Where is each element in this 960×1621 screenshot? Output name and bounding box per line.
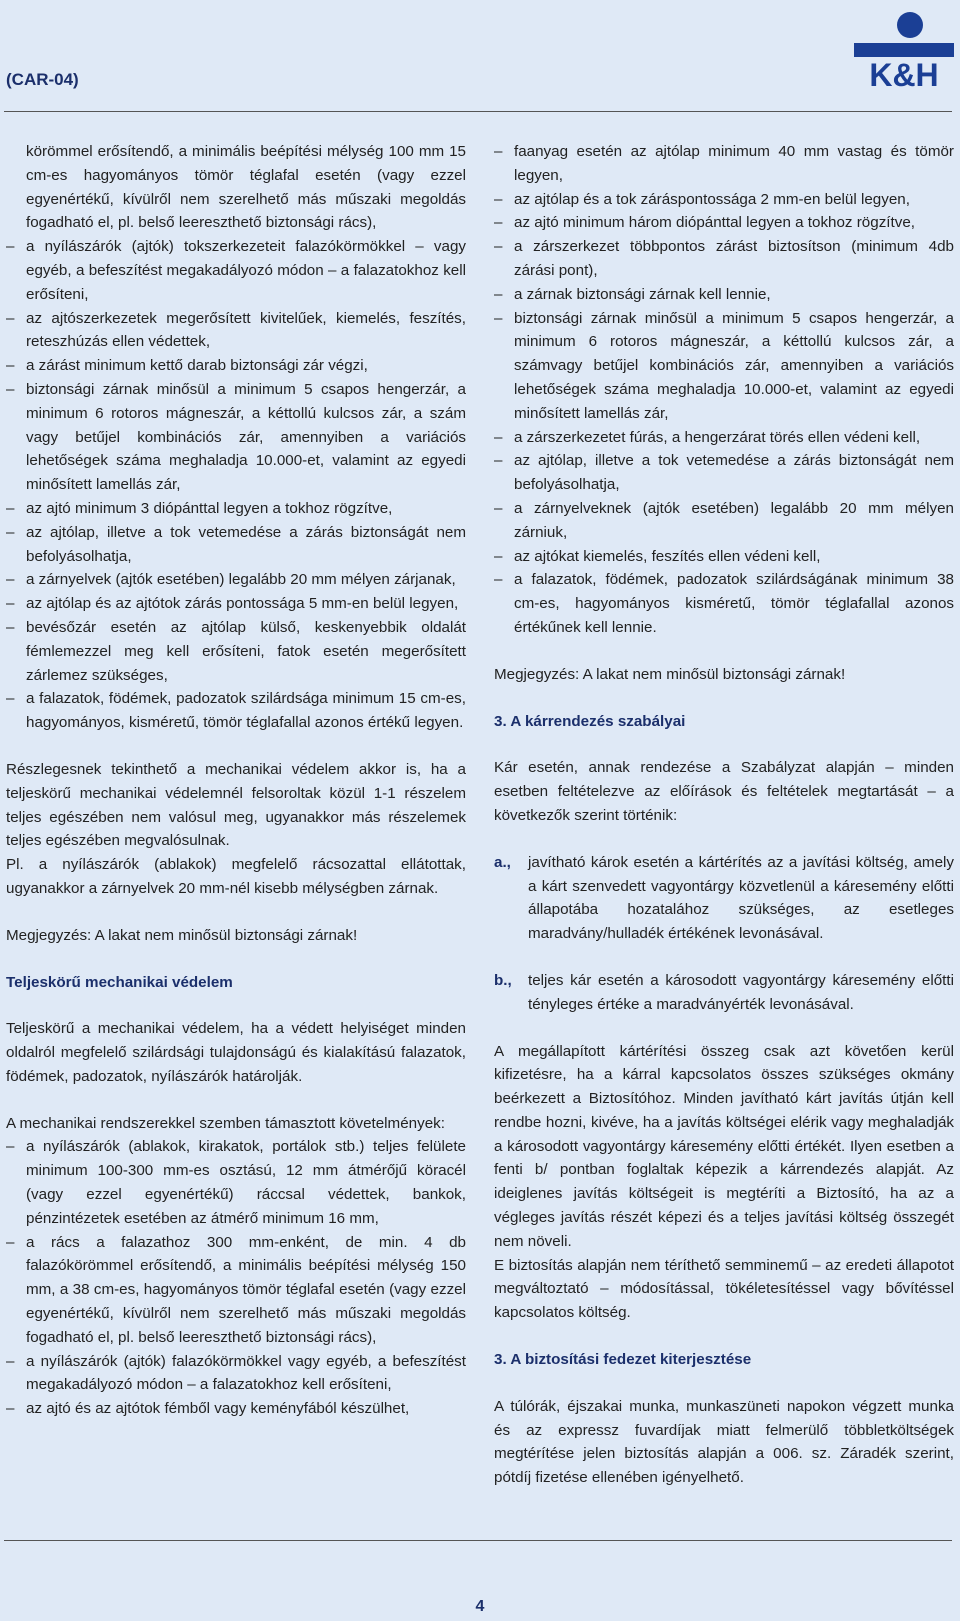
footer-divider — [4, 1540, 952, 1541]
list-item: – a zárnyelveknek (ajtók esetében) legalább 20 mm mélyen zárniuk, — [494, 497, 954, 545]
list-item: – a nyílászárók (ajtók) tokszerkezeteit falazókörmökkel – vagy egyéb, a befeszítést megakadályozó módon – a falazatokhoz kell erősíteni, — [6, 235, 466, 306]
compensation-paragraph: A megállapított kártérítési összeg csak azt követően kerül kifizetésre, ha a kárral kapcsolatos összes szükséges okmány beérkezett a Biztosítóhoz. Minden javítható kárt javítás útján kell rendbe hozni, kivéve, ha a javítás költségei elérik vagy meghaladják a károsodott vagyontárgy káresemény előtti értékét. Ilyen esetben a fenti b/ pontban foglaltak képezik a kárrendezés alapját. Az ideiglenes javítás költségeit is megtéríti a Biztosító, ha az a végleges javítás részét képezi és a teljes javítási költség összegét nem növeli. — [494, 1042, 954, 1250]
item-b-marker: b., — [494, 971, 512, 989]
list-item: – az ajtószerkezetek megerősített kivitelűek, kiemelés, feszítés, reteszhúzás ellen védettek, — [6, 307, 466, 355]
right-column — [494, 140, 954, 1490]
list-item: – az ajtókat kiemelés, feszítés ellen védeni kell, — [494, 545, 954, 569]
item-a-text: javítható károk esetén a kártérítés az a javítási költség, amely a kárt szenvedett vagyontárgy közvetlenül a káresemény előtti állapotába hozatalához szükséges, az esetleges maradvány/hulladék értékének levonásával. — [528, 853, 954, 943]
list-item: – a nyílászárók (ablakok, kirakatok, portálok stb.) teljes felülete minimum 100-300 mm-es osztású, 12 mm átmérőjű köracél (vagy ezzel egyenértékű) ráccsal védettek, bankok, pénzintézetek esetében az átmérő minimum 16 mm, — [6, 1135, 466, 1230]
window-door-requirements-list — [6, 235, 466, 735]
brand-wordmark: K&H — [869, 57, 939, 90]
padlock-note: Megjegyzés: A lakat nem minősül biztonsági zárnak! — [6, 926, 358, 944]
claims-settlement-heading: 3. A kárrendezés szabályai — [494, 712, 686, 730]
item-b-text: teljes kár esetén a károsodott vagyontárgy káresemény előtti tényleges értéke a maradványérték levonásával. — [528, 971, 954, 1013]
list-item: – az ajtólap, illetve a tok vetemedése a zárás biztonságát nem befolyásolhatja, — [6, 521, 466, 569]
list-item: – az ajtó minimum 3 diópánttal legyen a tokhoz rögzítve, — [6, 497, 466, 521]
list-item: – a zárszerkezet többpontos zárást biztosítson (minimum 4db zárási pont), — [494, 235, 954, 283]
list-item: – az ajtólap és a tok záráspontossága 2 mm-en belül legyen, — [494, 188, 954, 212]
full-protection-paragraph: Teljeskörű a mechanikai védelem, ha a védett helyiséget minden oldalról megfelelő szilárdsági tulajdonságú és kialakítású falazatok, födémek, padozatok, nyílászárók határolják. — [6, 1020, 466, 1085]
requirements-intro: A mechanikai rendszerekkel szemben támasztott követelmények: — [6, 1114, 445, 1132]
list-item: – bevésőzár esetén az ajtólap külső, keskenyebbik oldalát fémlemezzel meg kell erősíteni, fatok esetén megerősített zárlemez szükséges, — [6, 616, 466, 687]
claims-settlement-intro: Kár esetén, annak rendezése a Szabályzat alapján – minden esetben feltételezve az előírások és feltételek megtartását – a következők szerint történik: — [494, 759, 954, 824]
list-item: – biztonsági zárnak minősül a minimum 5 csapos hengerzár, a minimum 6 rotoros mágneszár, a kéttollú kulcsos zár, a szám vagy betűjel kombinációs zár, amennyiben a variációs lehetőségek száma meghaladja 10.000-et, valamint az egyedi minősített lamellás zár, — [6, 378, 466, 497]
partial-protection-example: Pl. a nyílászárók (ablakok) megfelelő rácsozattal ellátottak, ugyanakkor a zárnyelvek 20 mm-nél kisebb mélységben zárnak. — [6, 856, 466, 897]
list-item: – a nyílászárók (ajtók) falazókörmökkel vagy egyéb, a befeszítést megakadályozó módon – a falazatokhoz kell erősíteni, — [6, 1350, 466, 1398]
header-divider — [4, 111, 952, 112]
settlement-item-b — [494, 969, 954, 1017]
continuation-paragraph: körömmel erősítendő, a minimális beépítési mélység 100 mm 15 cm-es hagyományos tömör téglafal esetén (vagy ezzel egyenértékű, kívülről nem szerelhető más műszaki megoldás fogadható el, pl. belső leereszthető biztonsági rács), — [26, 143, 466, 232]
full-protection-heading: Teljeskörű mechanikai védelem — [6, 973, 233, 991]
list-item: – a zárást minimum kettő darab biztonsági zár végzi, — [6, 354, 466, 378]
page-number: 4 — [475, 1598, 485, 1615]
list-item: – faanyag esetén az ajtólap minimum 40 mm vastag és tömör legyen, — [494, 140, 954, 188]
mechanical-requirements-list — [6, 1135, 466, 1421]
item-a-marker: a., — [494, 853, 511, 871]
list-item: – az ajtólap és az ajtótok zárás pontossága 5 mm-en belül legyen, — [6, 592, 466, 616]
list-item: – az ajtólap, illetve a tok vetemedése a zárás biztonságát nem befolyásolhatja, — [494, 449, 954, 497]
document-code: (CAR-04) — [6, 70, 79, 89]
kh-logo — [852, 6, 956, 90]
partial-protection-paragraph: Részlegesnek tekinthető a mechanikai védelem akkor is, ha a teljeskörű mechanikai védelemnél felsoroltak közül 1-1 részelem teljes egészében nem valósul meg, ugyanakkor más részelemek teljes egészében megvalósulnak. — [6, 760, 466, 850]
left-column — [6, 140, 466, 1421]
list-item: – az ajtó és az ajtótok fémből vagy keményfából készülhet, — [6, 1397, 466, 1421]
list-item: – biztonsági zárnak minősül a minimum 5 csapos hengerzár, a minimum 6 rotoros mágneszár, a kéttollú kulcsos zár, a számvagy betűjel kombinációs zár, amennyiben a variációs lehetőségek száma meghaladja 10.000-et, valamint az egyedi minősített lamellás zár, — [494, 307, 954, 426]
list-item: – a rács a falazathoz 300 mm-enként, de min. 4 db falazókörömmel erősítendő, a minimális beépítési mélység 150 mm, a 38 cm-es, hagyományos tömör téglafal esetén (vagy ezzel egyenértékű, kívülről nem szerelhető más műszaki megoldás fogadható el, pl. belső leereszthető biztonsági rács), — [6, 1231, 466, 1350]
coverage-extension-heading: 3. A biztosítási fedezet kiterjesztése — [494, 1351, 752, 1369]
list-item: – a falazatok, födémek, padozatok szilárdsága minimum 15 cm-es, hagyományos, kisméretű, tömör téglafallal azonos értékű legyen. — [6, 687, 466, 735]
non-reimbursable-paragraph: E biztosítás alapján nem téríthető semminemű – az eredeti állapotot megváltoztató – módosítással, tökéletesítéssel vagy bővítéssel kapcsolatos költség. — [494, 1256, 954, 1322]
coverage-extension-paragraph: A túlórák, éjszakai munka, munkaszüneti napokon végzett munka és az expressz fuvardíjak miatt felmerülő többletköltségek megtérítése jelen biztosítás alapján a 006. sz. Záradék szerint, pótdíj fizetése ellenében igényelhető. — [494, 1397, 954, 1487]
list-item: – a zárnak biztonsági zárnak kell lennie, — [494, 283, 954, 307]
list-item: – a zárszerkezetet fúrás, a hengerzárat törés ellen védeni kell, — [494, 426, 954, 450]
list-item: – a falazatok, födémek, padozatok szilárdságának minimum 38 cm-es, hagyományos kisméretű, tömör téglafallal azonos értékűnek kell lennie. — [494, 568, 954, 639]
list-item: – a zárnyelvek (ajtók esetében) legalább 20 mm mélyen zárjanak, — [6, 568, 466, 592]
door-requirements-list — [494, 140, 954, 640]
list-item: – az ajtó minimum három diópánttal legyen a tokhoz rögzítve, — [494, 211, 954, 235]
padlock-note: Megjegyzés: A lakat nem minősül biztonsági zárnak! — [494, 665, 846, 683]
settlement-item-a — [494, 851, 954, 946]
